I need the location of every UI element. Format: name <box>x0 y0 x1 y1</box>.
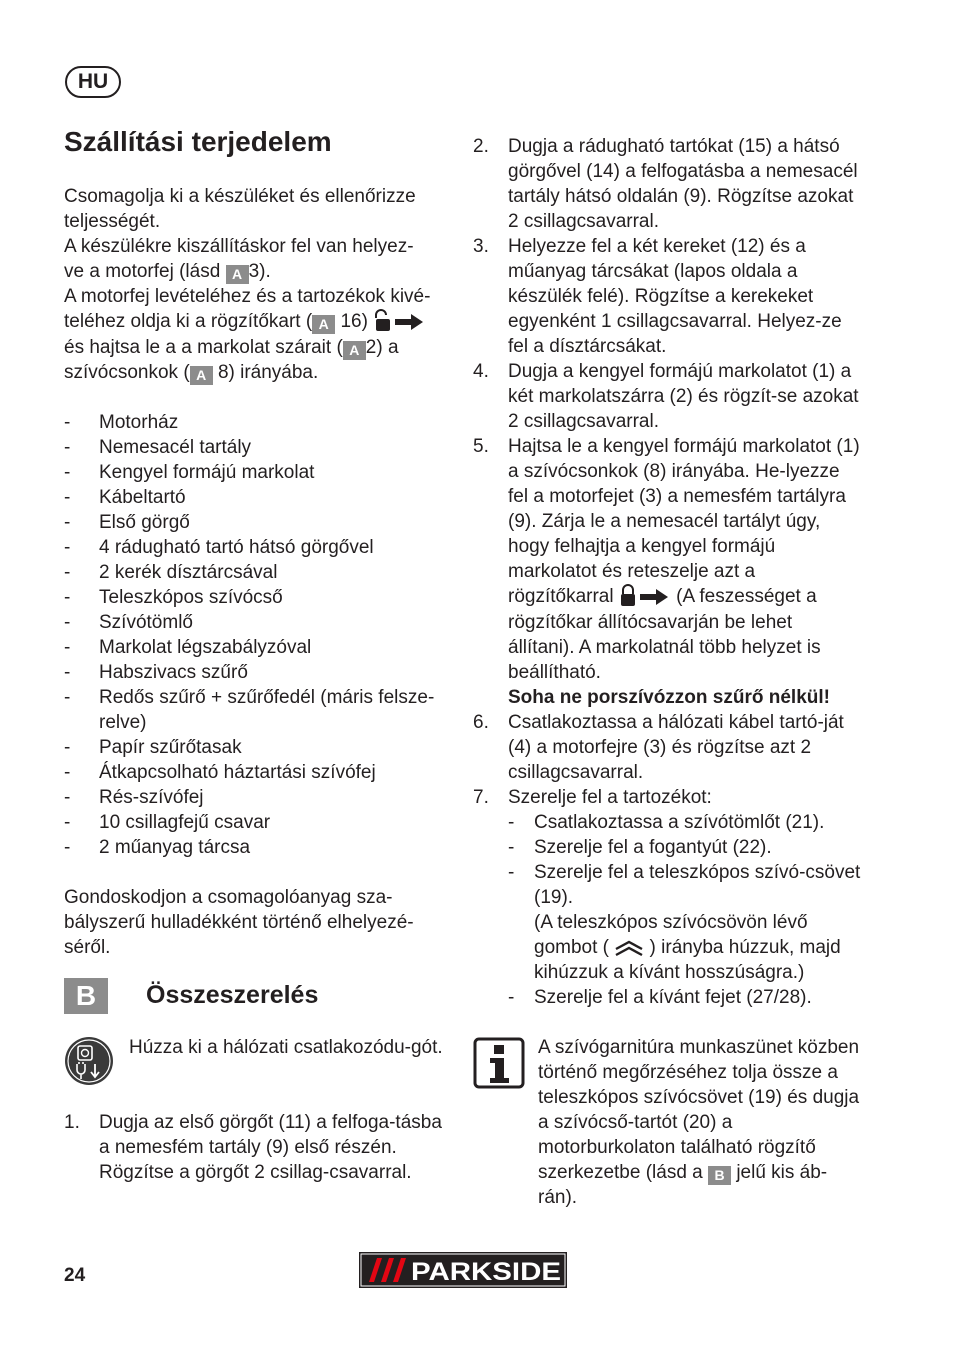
step-item: 4. Dugja a kengyel formájú markolatot (1) a két markolatszárra (2) és rögzít-se azokat 2 csillagcsavarral. <box>473 361 859 432</box>
heading-assembly: Összeszerelés <box>146 981 319 1009</box>
logo-text: PARKSIDE <box>411 1258 561 1286</box>
intro-p3f: szívócsonkok ( <box>64 362 190 383</box>
disposal-note: Gondoskodjon a csomagolóanyag sza-bályszerű hulladékként történő elhelyezé-séről. <box>64 887 414 958</box>
page-number: 24 <box>64 1265 86 1286</box>
list-item: - 2 kerék dísztárcsával <box>64 562 278 583</box>
figure-label-a: A <box>190 366 213 385</box>
list-item: - Átkapcsolható háztartási szívófej <box>64 762 376 783</box>
intro-p3g: 8) irányába. <box>217 362 319 383</box>
list-item: - Első görgő <box>64 512 190 533</box>
unplug-note: Húzza ki a hálózati csatlakozódu-gót. <box>129 1037 443 1058</box>
warning-text: Soha ne porszívózzon szűrő nélkül! <box>508 687 830 708</box>
intro-p3 <box>64 284 449 385</box>
intro-p1: Csomagolja ki a készüléket és ellenőrizze teljességét. <box>64 186 416 232</box>
intro-p3e: 2) a <box>365 337 399 358</box>
list-item: - Redős szűrő + szűrőfedél (máris felsze-relve) <box>64 687 435 733</box>
step-item: 7. Szerelje fel a tartozékot: - Csatlakoztassa a szívótömlőt (21). - Szerelje fel a fogantyút (22). - Szerelje fel a teleszkópos szívó-csövet (19). (A teleszkópos szívócsövön lévő gombot ( ) irányba húzzuk, majd kihúzzuk a kívánt hosszúságra.) - Szerelje fel a kívánt fejet (27/28). <box>473 787 861 1008</box>
figure-label-a: A <box>312 315 335 334</box>
list-item: - Szívótömlő <box>64 612 193 633</box>
figure-label-a: A <box>226 265 249 284</box>
list-item: - Habszivacs szűrő <box>64 662 248 683</box>
list-item: - Motorház <box>64 412 179 433</box>
unplug-icon <box>64 1036 114 1086</box>
language-badge: HU <box>65 66 121 98</box>
list-item: - 4 rádugható tartó hátsó görgővel <box>64 537 374 558</box>
assembly-steps-right <box>473 134 861 1010</box>
intro-p3d: és hajtsa le a a markolat szárait ( <box>64 337 343 358</box>
list-item: - Kábeltartó <box>64 487 186 508</box>
step-item: 6. Csatlakoztassa a hálózati kábel tartó-ját (4) a motorfejre (3) és rögzítse azt 2 csillagcsavarral. <box>473 712 844 783</box>
intro-p2 <box>64 234 449 284</box>
intro-p3b: teléhez oldja ki a rögzítőkart ( <box>64 311 313 333</box>
list-item: - Szerelje fel a fogantyút (22). <box>508 837 772 858</box>
intro-p2a: A készülékre kiszállításkor fel van helyez- <box>64 236 414 257</box>
intro-p2c: 3). <box>248 261 271 282</box>
section-label-b: B <box>64 978 108 1014</box>
parkside-logo <box>359 1252 567 1288</box>
unlock-arrow-icon <box>373 309 425 335</box>
delivery-list <box>64 410 449 860</box>
list-item: - Rés-szívófej <box>64 787 204 808</box>
list-item: - Szerelje fel a kívánt fejet (27/28). <box>508 987 812 1008</box>
figure-label-a: A <box>343 341 366 360</box>
intro-p3a: A motorfej levételéhez és a tartozékok kivé- <box>64 286 431 307</box>
left-column <box>64 184 449 960</box>
figure-label-b: B <box>708 1166 731 1185</box>
intro-p2b: ve a motorfej (lásd <box>64 261 221 282</box>
list-item: - Papír szűrőtasak <box>64 737 242 758</box>
list-item: - Markolat légszabályzóval <box>64 637 312 658</box>
list-item: - Csatlakoztassa a szívótömlőt (21). <box>508 812 825 833</box>
step-item: 3. Helyezze fel a két kereket (12) és a műanyag tárcsákat (lapos oldala a készülék felé). Rögzítse a kerekeket egyenként 1 csillagcsavarral. Helyez-ze fel a dísztárcsákat. <box>473 236 842 357</box>
list-item: - Szerelje fel a teleszkópos szívó-csövet (19). (A teleszkópos szívócsövön lévő gombot ( ) irányba húzzuk, majd kihúzzuk a kívánt hosszúságra.) <box>508 862 861 983</box>
list-item: - Teleszkópos szívócső <box>64 587 283 608</box>
info-note: A szívógarnitúra munkaszünet közben történő megőrzéséhez tolja össze a teleszkópos szívócsövet (19) és dugja a szívócső-tartót (20) a motorburkolaton található rögzítő szerkezetbe (lásd a B jelű kis áb-rán). <box>538 1037 860 1208</box>
list-item: - 2 műanyag tárcsa <box>64 837 251 858</box>
heading-scope-of-delivery: Szállítási terjedelem <box>64 126 332 157</box>
list-item: - Kengyel formájú markolat <box>64 462 315 483</box>
list-item: - Nemesacél tartály <box>64 437 252 458</box>
lock-arrow-icon <box>619 584 671 610</box>
step-item: 2. Dugja a rádugható tartókat (15) a hátsó görgővel (14) a felfogatásba a nemesacél tartály hátsó oldalán (9). Rögzítse azokat 2 csillagcsavarral. <box>473 136 858 232</box>
assembly-steps-left <box>64 1110 449 1185</box>
list-item: - 10 csillagfejű csavar <box>64 812 271 833</box>
intro-p3c: 16) <box>340 311 368 333</box>
double-chevron-up-icon <box>614 939 644 957</box>
step-item: 5. Hajtsa le a kengyel formájú markolatot (1) a szívócsonkok (8) irányába. He-lyezze fel a motorfejet (3) a nemesfém tartályra (9). Zárja le a nemesacél tartályt úgy, hogy felhajtja a kengyel formájú markolatot és reteszelje azt a rögzítőkarral (A feszességet a rögzítőkar állítócsavarján be lehet állítani). A markolatnál több helyzet is beállítható. Soha ne porszívózzon szűrő nélkül! <box>473 436 860 708</box>
accessory-sublist <box>508 810 861 1010</box>
step-item: 1. Dugja az első görgőt (11) a felfoga-tásba a nemesfém tartály (9) első részén. Rögzítse a görgőt 2 csillag-csavarral. <box>64 1112 442 1183</box>
info-icon <box>473 1037 525 1089</box>
